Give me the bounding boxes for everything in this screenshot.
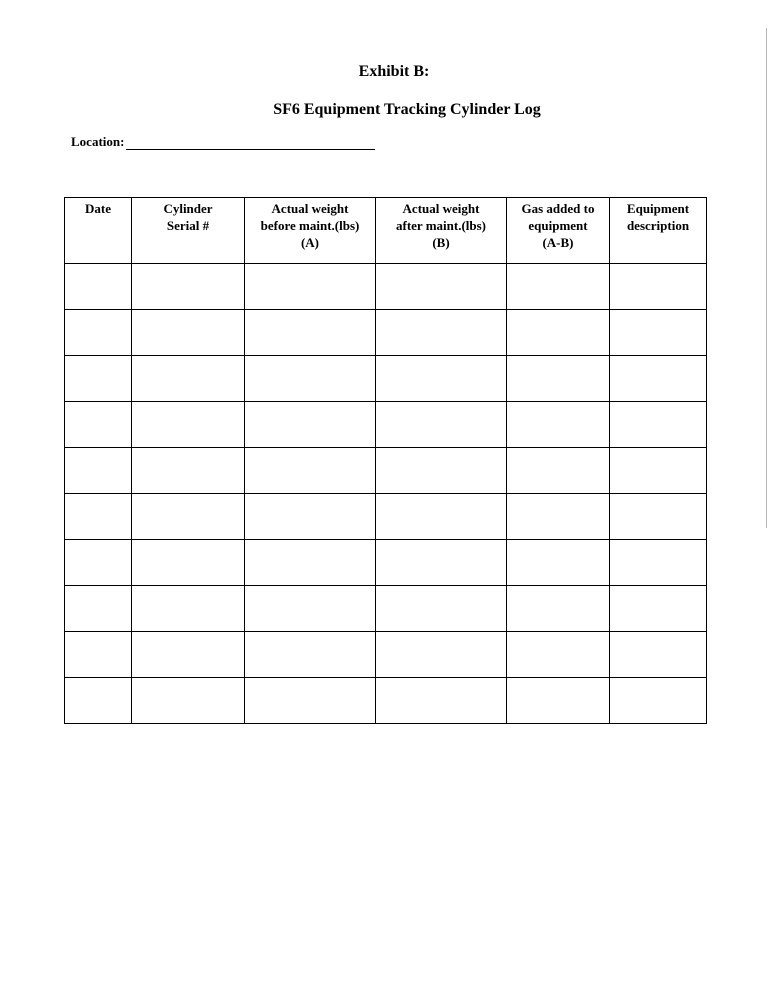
column-header-equipment-description	[610, 198, 707, 264]
table-row	[65, 540, 707, 586]
cell-weight-after[interactable]	[376, 586, 507, 632]
cell-weight-before[interactable]	[245, 632, 376, 678]
cell-equipment-description[interactable]	[610, 540, 707, 586]
cell-date[interactable]	[65, 678, 132, 724]
cell-gas-added[interactable]	[507, 494, 610, 540]
cell-date[interactable]	[65, 402, 132, 448]
cell-cylinder-serial[interactable]	[132, 540, 245, 586]
cell-weight-before[interactable]	[245, 448, 376, 494]
cell-weight-before[interactable]	[245, 540, 376, 586]
cell-date[interactable]	[65, 540, 132, 586]
column-header-weight-before	[245, 198, 376, 264]
cell-gas-added[interactable]	[507, 540, 610, 586]
cell-cylinder-serial[interactable]	[132, 402, 245, 448]
cell-date[interactable]	[65, 586, 132, 632]
cell-date[interactable]	[65, 632, 132, 678]
cell-cylinder-serial[interactable]	[132, 586, 245, 632]
cell-weight-before[interactable]	[245, 264, 376, 310]
column-header-cylinder-serial	[132, 198, 245, 264]
cell-equipment-description[interactable]	[610, 402, 707, 448]
header-gas-added: Gas added to equipment (A-B)	[521, 201, 595, 250]
table-row	[65, 264, 707, 310]
cell-weight-after[interactable]	[376, 448, 507, 494]
cell-cylinder-serial[interactable]	[132, 356, 245, 402]
cell-weight-after[interactable]	[376, 264, 507, 310]
column-header-date	[65, 198, 132, 264]
column-header-weight-after	[376, 198, 507, 264]
header-equipment-description: Equipment description	[626, 201, 690, 233]
cell-cylinder-serial[interactable]	[132, 678, 245, 724]
header-weight-before: Actual weight before maint.(lbs) (A)	[260, 201, 360, 250]
table-row	[65, 678, 707, 724]
cell-gas-added[interactable]	[507, 632, 610, 678]
cell-date[interactable]	[65, 264, 132, 310]
table-row	[65, 632, 707, 678]
log-title-text: SF6 Equipment Tracking Cylinder Log	[273, 101, 541, 118]
log-title	[0, 101, 774, 119]
cell-date[interactable]	[65, 310, 132, 356]
cell-weight-after[interactable]	[376, 356, 507, 402]
cell-weight-after[interactable]	[376, 494, 507, 540]
cell-weight-after[interactable]	[376, 632, 507, 678]
cylinder-log-table	[64, 197, 707, 724]
header-date-line-1: Date	[85, 201, 111, 216]
cell-equipment-description[interactable]	[610, 678, 707, 724]
cell-weight-before[interactable]	[245, 494, 376, 540]
cell-equipment-description[interactable]	[610, 448, 707, 494]
cell-cylinder-serial[interactable]	[132, 448, 245, 494]
cell-weight-after[interactable]	[376, 310, 507, 356]
cell-weight-before[interactable]	[245, 310, 376, 356]
header-cylinder-serial: Cylinder Serial #	[163, 201, 213, 233]
cell-cylinder-serial[interactable]	[132, 494, 245, 540]
cell-cylinder-serial[interactable]	[132, 632, 245, 678]
location-input-line[interactable]	[126, 134, 375, 150]
cell-weight-after[interactable]	[376, 678, 507, 724]
cell-weight-before[interactable]	[245, 586, 376, 632]
cell-weight-before[interactable]	[245, 402, 376, 448]
cell-cylinder-serial[interactable]	[132, 264, 245, 310]
cell-equipment-description[interactable]	[610, 310, 707, 356]
table-row	[65, 310, 707, 356]
cell-gas-added[interactable]	[507, 678, 610, 724]
cell-weight-before[interactable]	[245, 356, 376, 402]
cell-gas-added[interactable]	[507, 310, 610, 356]
column-header-gas-added	[507, 198, 610, 264]
cell-weight-after[interactable]	[376, 540, 507, 586]
cell-gas-added[interactable]	[507, 586, 610, 632]
cell-equipment-description[interactable]	[610, 356, 707, 402]
exhibit-title-text: Exhibit B:	[358, 63, 430, 80]
cell-equipment-description[interactable]	[610, 586, 707, 632]
exhibit-title	[0, 63, 774, 81]
cell-date[interactable]	[65, 448, 132, 494]
cell-cylinder-serial[interactable]	[132, 310, 245, 356]
cell-gas-added[interactable]	[507, 356, 610, 402]
table-row	[65, 402, 707, 448]
table-body	[65, 264, 707, 724]
cell-gas-added[interactable]	[507, 264, 610, 310]
location-label: Location:	[71, 134, 125, 149]
table-row	[65, 494, 707, 540]
cell-equipment-description[interactable]	[610, 494, 707, 540]
cell-gas-added[interactable]	[507, 402, 610, 448]
cell-date[interactable]	[65, 356, 132, 402]
table-row	[65, 448, 707, 494]
table-header-row	[65, 198, 707, 264]
header-weight-after: Actual weight after maint.(lbs) (B)	[395, 201, 487, 250]
cell-weight-after[interactable]	[376, 402, 507, 448]
cell-weight-before[interactable]	[245, 678, 376, 724]
cell-gas-added[interactable]	[507, 448, 610, 494]
table-row	[65, 586, 707, 632]
cell-equipment-description[interactable]	[610, 632, 707, 678]
cell-equipment-description[interactable]	[610, 264, 707, 310]
cell-date[interactable]	[65, 494, 132, 540]
table-row	[65, 356, 707, 402]
location-field	[71, 134, 375, 150]
